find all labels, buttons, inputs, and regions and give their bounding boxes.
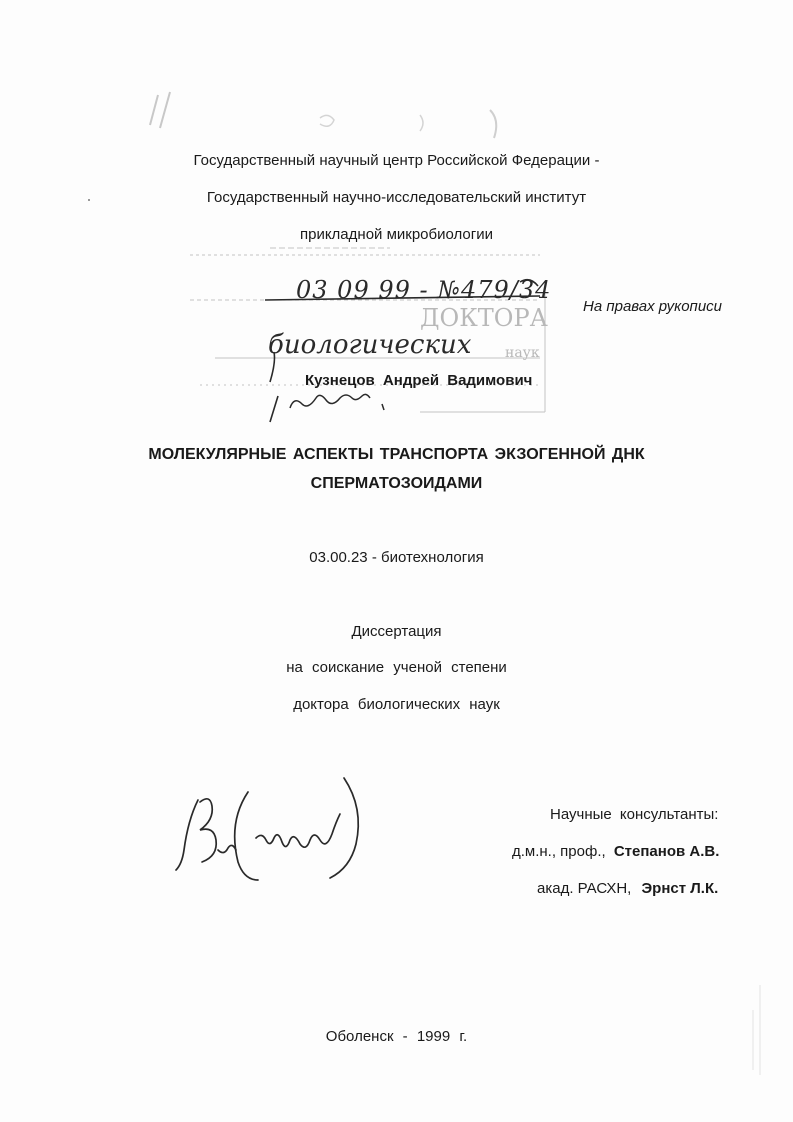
specialty-code: 03.00.23 - биотехнология [309,549,484,566]
consultants-heading: Научные консультанты: [550,806,719,823]
consultant-1 [512,843,719,860]
rights-note: На правах рукописи [583,298,722,315]
stamp-handwritten-field: биологических [268,330,472,360]
consultant-1-title: д.м.н., проф., [512,843,606,860]
consultant-2-title: акад. РАСХН, [537,880,632,897]
institution-line-3: прикладной микробиологии [299,226,493,243]
stamp-printed-degree: ДОКТОРА [420,304,548,332]
place-and-year: Оболенск - 1999 г. [325,1028,468,1045]
dissertation-label: Диссертация [351,623,442,640]
consultant-2 [537,880,718,897]
dissertation-title-line-1: МОЛЕКУЛЯРНЫЕ АСПЕКТЫ ТРАНСПОРТА ЭКЗОГЕННОЙ ДНК [148,446,645,463]
stamp-handwritten-date: 03 09 99 - №479/34 [296,276,552,304]
dissertation-title-line-2: СПЕРМАТОЗОИДАМИ [310,475,483,492]
degree-line-1: на соискание ученой степени [286,659,507,676]
consultant-2-name: Эрнст Л.К. [641,880,719,897]
institution-line-2: Государственный научно-исследовательский институт [206,189,587,206]
consultant-1-name: Степанов А.В. [613,843,720,860]
stamp-printed-field-suffix: наук [505,345,540,361]
author-name: Кузнецов Андрей Вадимович [305,372,533,389]
degree-line-2: доктора биологических наук [293,696,500,713]
institution-line-1: Государственный научный центр Российской Федерации - [193,152,600,169]
